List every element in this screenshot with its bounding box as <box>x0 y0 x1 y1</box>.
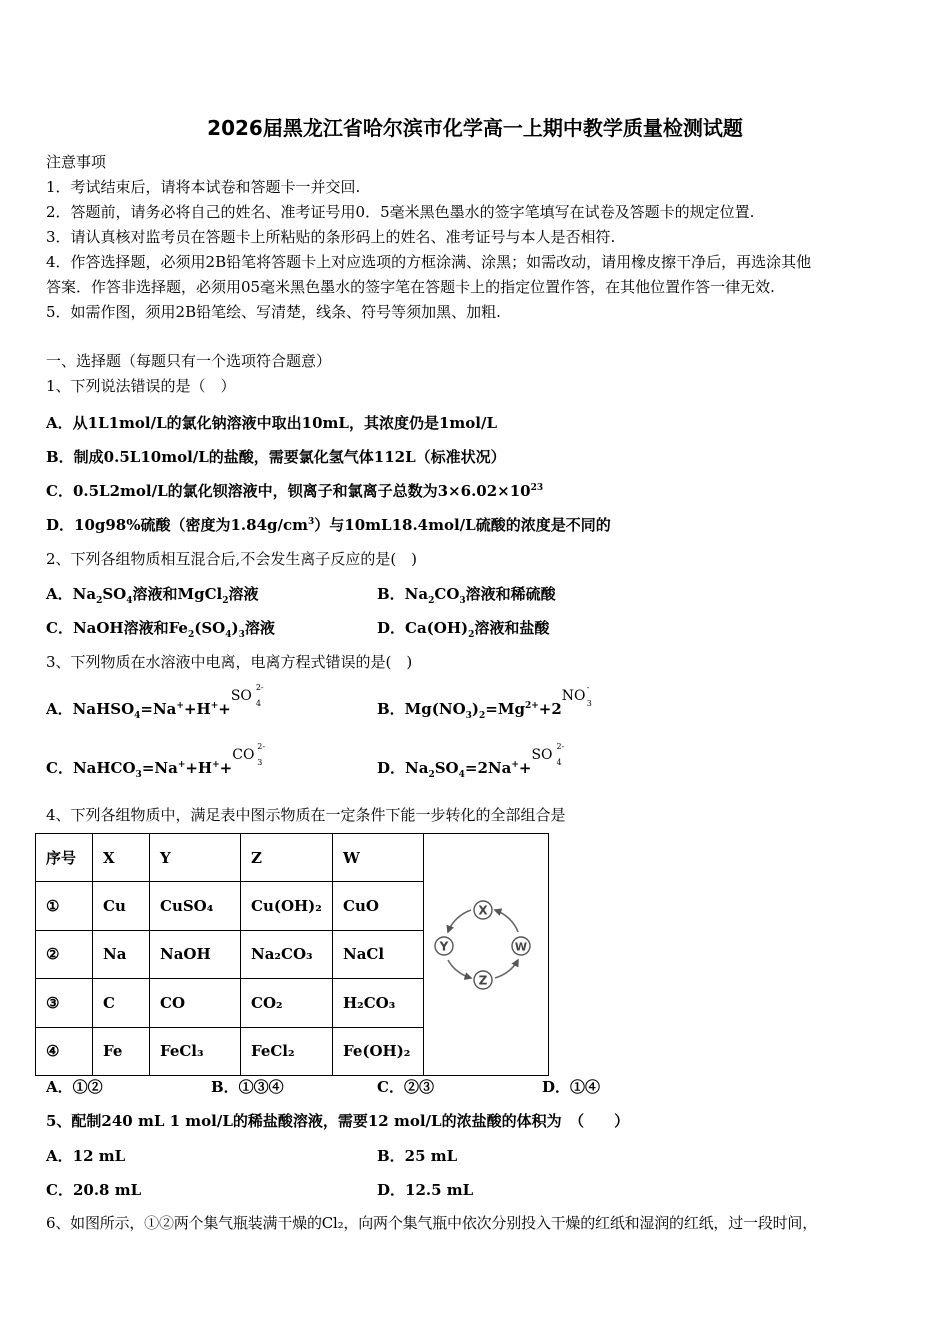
table-header-cell: 序号 <box>36 834 93 882</box>
table-cell: ① <box>36 882 93 930</box>
table-cell: ③ <box>36 979 93 1027</box>
conversion-cycle-diagram <box>424 834 548 1071</box>
question-3-option-a: A．NaHSO$_4$=Na++H++SO 2- 4 <box>46 683 264 721</box>
table-header-cell: W <box>333 834 424 882</box>
question-5-option-a: A．12 mL <box>46 1147 126 1165</box>
question-1-option-b: B．制成0.5L10mol/L的盐酸，需要氯化氢气体112L（标准状况） <box>46 448 506 466</box>
question-5-stem: 5、配制240 mL 1 mol/L的稀盐酸溶液，需要12 mol/L的浓盐酸的体积为 （ ） <box>46 1112 630 1130</box>
sulfate-ion: SO 2- 4 <box>531 742 565 767</box>
question-1-stem: 1、下列说法错误的是（ ） <box>46 377 236 395</box>
question-5-option-c: C．20.8 mL <box>46 1181 142 1199</box>
arrow-y-to-z <box>448 960 471 978</box>
table-cell: ④ <box>36 1027 93 1075</box>
table-cell: ② <box>36 930 93 978</box>
question-4-option-b: B．①③④ <box>211 1078 284 1096</box>
node-x <box>474 901 492 919</box>
table-cell: Na <box>93 930 150 978</box>
arrow-w-to-x <box>495 910 518 932</box>
question-3-option-d: D．$Na_2SO_4=2Na^++SO$ 2- 4 <box>377 742 565 780</box>
cycle-diagram-cell <box>424 834 549 1076</box>
question-4-option-a: A．①② <box>46 1078 103 1096</box>
table-header-cell: X <box>93 834 150 882</box>
question-5-option-d: D．12.5 mL <box>377 1181 474 1199</box>
question-2-stem: 2、下列各组物质相互混合后,不会发生离子反应的是( ) <box>46 550 418 568</box>
table-cell: FeCl₃ <box>150 1027 241 1075</box>
sulfate-ion: SO 2- 4 <box>230 683 264 708</box>
question-2-option-d: D．$Ca(OH)_2$溶液和盐酸 <box>377 619 550 640</box>
table-cell: Fe <box>93 1027 150 1075</box>
arrow-z-to-w <box>495 960 518 978</box>
section-heading: 一、选择题（每题只有一个选项符合题意） <box>46 352 332 370</box>
table-cell: Na₂CO₃ <box>241 930 333 978</box>
table-header-row <box>36 834 549 882</box>
question-1-option-c: C．0.5L2mol/L的氯化钡溶液中，钡离子和氯离子总数为$3\times 6.02\times 10^{23}$ <box>46 482 544 500</box>
question-6-stem: 6、如图所示，①②两个集气瓶装满干燥的Cl₂，向两个集气瓶中依次分别投入干燥的红纸和湿润的红纸，过一段时间， <box>46 1214 818 1232</box>
conversion-table <box>35 833 549 1076</box>
page-title: 2026届黑龙江省哈尔滨市化学高一上期中教学质量检测试题 <box>207 116 743 140</box>
question-2-option-b: B．$Na_2CO_3$溶液和稀硫酸 <box>377 585 556 606</box>
question-5-option-b: B．25 mL <box>377 1147 458 1165</box>
svg-text:Y: Y <box>439 939 449 954</box>
svg-text:W: W <box>514 940 528 954</box>
table-header-cell: Z <box>241 834 333 882</box>
table-header-cell: Y <box>150 834 241 882</box>
question-4-option-c: C．②③ <box>377 1078 434 1096</box>
svg-text:Z: Z <box>478 973 488 988</box>
notice-item: 答案．作答非选择题，必须用05毫米黑色墨水的签字笔在答题卡上的指定位置作答，在其他位置作答一律无效. <box>46 278 775 296</box>
question-2-option-a: A．$Na_2SO_4$溶液和MgCl$_2$溶液 <box>46 585 259 606</box>
table-cell: NaOH <box>150 930 241 978</box>
question-3-stem: 3、下列物质在水溶液中电离，电离方程式错误的是( ) <box>46 653 413 671</box>
carbonate-ion: CO 2- 3 <box>232 742 266 767</box>
question-1-option-a: A．从1L1mol/L的氯化钠溶液中取出10mL，其浓度仍是1mol/L <box>46 414 497 432</box>
node-y <box>435 937 453 955</box>
notice-item: 4．作答选择题，必须用2B铅笔将答题卡上对应选项的方框涂满、涂黑；如需改动，请用橡皮擦干净后，再选涂其他 <box>46 253 812 271</box>
question-1-option-d: D．10g98%硫酸（密度为$1.84g/cm^3$）与10mL18.4mol/L硫酸的浓度是不同的 <box>46 516 611 534</box>
question-4-option-d: D．①④ <box>542 1078 601 1096</box>
question-2-option-c: C．NaOH溶液和$Fe_2(SO_4)_3$溶液 <box>46 619 275 640</box>
table-cell: Cu(OH)₂ <box>241 882 333 930</box>
notice-item: 5．如需作图，须用2B铅笔绘、写清楚，线条、符号等须加黑、加粗. <box>46 303 501 321</box>
table-cell: H₂CO₃ <box>333 979 424 1027</box>
question-3-option-b: B．$Mg(NO_3)_2=Mg^{2+}+2NO$ - 3 <box>377 683 592 721</box>
node-z <box>474 971 492 989</box>
notice-item: 3．请认真核对监考员在答题卡上所粘贴的条形码上的姓名、准考证号与本人是否相符. <box>46 228 616 246</box>
nitrate-ion: NO - 3 <box>561 683 592 708</box>
table-cell: Fe(OH)₂ <box>333 1027 424 1075</box>
table-cell: CuO <box>333 882 424 930</box>
question-3-option-c: C．NaHCO$_3$=Na++H++CO 2- 3 <box>46 742 266 780</box>
table-cell: CO <box>150 979 241 1027</box>
arrow-x-to-y <box>448 910 471 932</box>
notice-heading: 注意事项 <box>46 153 107 171</box>
table-cell: CuSO₄ <box>150 882 241 930</box>
table-cell: CO₂ <box>241 979 333 1027</box>
table-cell: C <box>93 979 150 1027</box>
node-w <box>512 937 530 955</box>
svg-text:X: X <box>478 903 488 918</box>
table-cell: FeCl₂ <box>241 1027 333 1075</box>
table-cell: NaCl <box>333 930 424 978</box>
notice-item: 1．考试结束后，请将本试卷和答题卡一并交回. <box>46 178 361 196</box>
question-4-stem: 4、下列各组物质中，满足表中图示物质在一定条件下能一步转化的全部组合是 <box>46 806 566 824</box>
table-cell: Cu <box>93 882 150 930</box>
notice-item: 2．答题前，请务必将自己的姓名、准考证号用0．5毫米黑色墨水的签字笔填写在试卷及答题卡的规定位置. <box>46 203 755 221</box>
